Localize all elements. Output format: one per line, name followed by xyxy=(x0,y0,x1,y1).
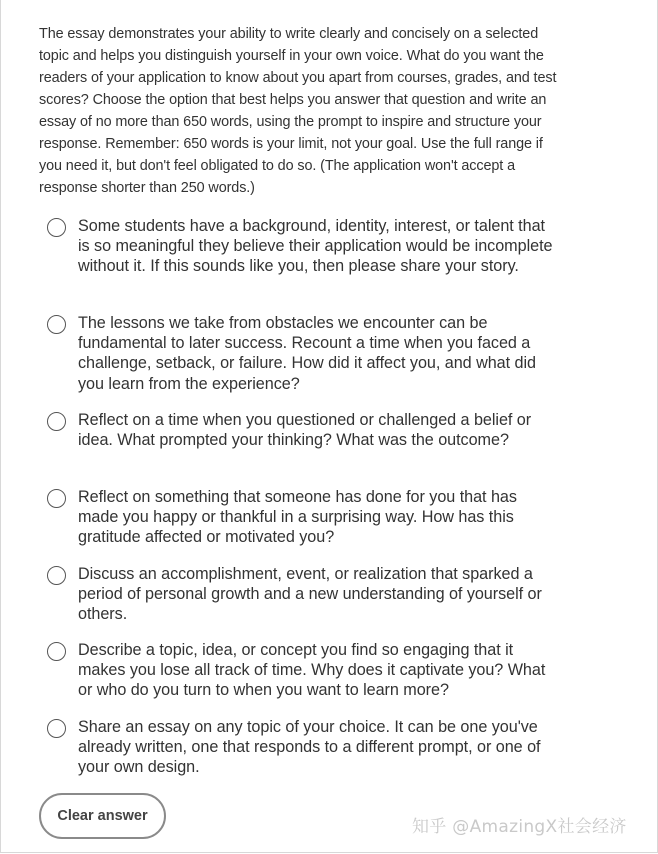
radio-button[interactable] xyxy=(47,642,66,661)
prompt-option-4[interactable] xyxy=(45,487,555,564)
prompt-option-label: Reflect on a time when you questioned or challenged a belief or idea. What prompted your thinking? What was the outcome? xyxy=(78,411,532,450)
prompt-option-label: The lessons we take from obstacles we encounter can be fundamental to later success. Recount a time when you faced a challenge, setback, or failure. How did it affect you, and what did you learn from the experience? xyxy=(78,314,536,393)
prompt-option-5[interactable] xyxy=(45,564,555,640)
radio-button[interactable] xyxy=(47,719,66,738)
radio-button[interactable] xyxy=(47,218,66,237)
essay-instructions: The essay demonstrates your ability to write clearly and concisely on a selected topic and helps you distinguish yourself in your own voice. What do you want the readers of your application to know about you apart from courses, grades, and test scores? Choose the option that best helps you answer that question and write an essay of no more than 650 words, using the prompt to inspire and structure your response. Remember: 650 words is your limit, not your goal. Use the full range if you need it, but don't feel obligated to do so. (The application won't accept a response shorter than 250 words.) xyxy=(39,26,557,197)
prompt-option-label: Discuss an accomplishment, event, or realization that sparked a period of personal growth and a new understanding of yourself or others. xyxy=(78,565,542,624)
prompt-option-label: Some students have a background, identity, interest, or talent that is so meaningful they believe their application would be incomplete without it. If this sounds like you, then please share your story. xyxy=(78,217,553,276)
prompt-option-1[interactable] xyxy=(45,216,555,313)
prompt-option-7[interactable] xyxy=(45,717,555,783)
radio-button[interactable] xyxy=(47,315,66,334)
prompt-radio-group xyxy=(45,216,555,783)
radio-button[interactable] xyxy=(47,489,66,508)
radio-button[interactable] xyxy=(47,412,66,431)
prompt-option-label: Reflect on something that someone has done for you that has made you happy or thankful in a surprising way. How has this gratitude affected or motivated you? xyxy=(78,488,517,547)
watermark: 知乎 @AmazingX社会经济 xyxy=(412,817,627,837)
prompt-option-3[interactable] xyxy=(45,410,555,487)
radio-button[interactable] xyxy=(47,566,66,585)
prompt-option-label: Share an essay on any topic of your choice. It can be one you've already written, one that responds to a different prompt, or one of your own design. xyxy=(78,718,541,777)
prompt-option-2[interactable] xyxy=(45,313,555,410)
prompt-option-6[interactable] xyxy=(45,640,555,717)
prompt-option-label: Describe a topic, idea, or concept you find so engaging that it makes you lose all track of time. Why does it captivate you? What or who do you turn to when you want to learn more? xyxy=(78,641,546,700)
clear-answer-button[interactable]: Clear answer xyxy=(39,793,166,839)
